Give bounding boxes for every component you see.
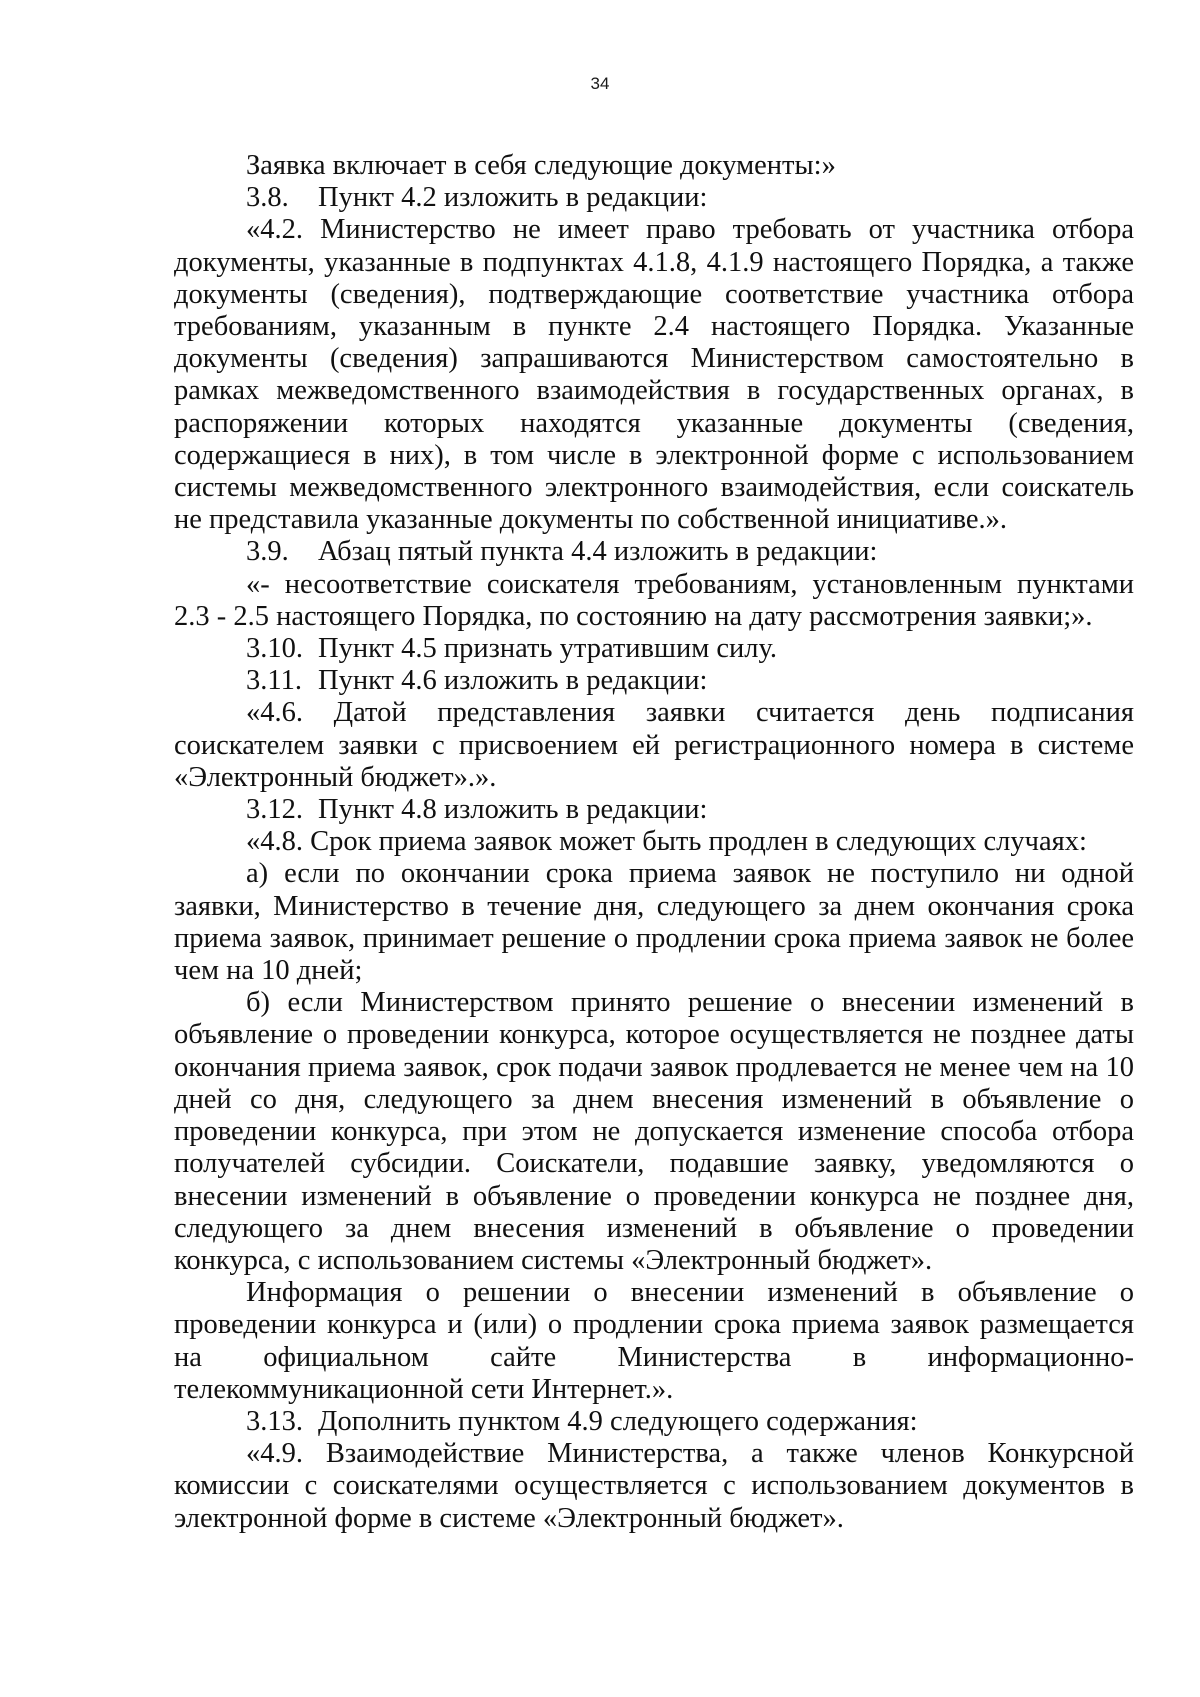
item-text: Пункт 4.8 изложить в редакции: xyxy=(318,794,708,826)
paragraph-3-11 xyxy=(174,665,1134,697)
item-number: 3.11. xyxy=(246,665,302,697)
paragraph-3-13 xyxy=(174,1406,1134,1438)
paragraph: «4.6. Датой представления заявки считается день подписания соискателем заявки с присвоением ей регистрационного номера в системе «Электронный бюджет».». xyxy=(174,697,1134,793)
paragraph: «- несоответствие соискателя требованиям, установленным пунктами 2.3 - 2.5 настоящего Порядка, по состоянию на дату рассмотрения заявки;». xyxy=(174,568,1134,632)
paragraph: «4.8. Срок приема заявок может быть продлен в следующих случаях: xyxy=(246,826,1087,858)
paragraph-3-10 xyxy=(174,633,1134,665)
paragraph-3-12 xyxy=(174,794,1134,826)
document-body xyxy=(174,150,1134,1535)
paragraph-3-8 xyxy=(174,182,1134,214)
item-text: Дополнить пунктом 4.9 следующего содержания: xyxy=(318,1405,918,1437)
page-number: 34 xyxy=(590,74,610,93)
item-number: 3.12. xyxy=(246,794,303,826)
item-number: 3.10. xyxy=(246,633,303,665)
item-number: 3.9. xyxy=(246,536,289,568)
paragraph-3-9 xyxy=(174,536,1134,568)
item-text: Пункт 4.5 признать утратившим силу. xyxy=(318,633,778,665)
item-number: 3.8. xyxy=(246,182,289,214)
paragraph: Заявка включает в себя следующие документы:» xyxy=(246,150,836,181)
paragraph: б) если Министерством принято решение о внесении изменений в объявление о проведении конкурса, которое осуществляется не позднее даты окончания приема заявок, срок подачи заявок продлевается не менее чем на 10 дней со дня, следующего за днем внесения изменений в объявление о проведении конкурса, при этом не допускается изменение способа отбора получателей субсидии. Соискатели, подавшие заявку, уведомляются о внесении изменений в объявление о проведении конкурса не позднее дня, следующего за днем внесения изменений в объявление о проведении конкурса, с использованием системы «Электронный бюджет». xyxy=(174,987,1134,1276)
item-number: 3.13. xyxy=(246,1405,303,1437)
item-text: Пункт 4.6 изложить в редакции: xyxy=(318,665,708,697)
item-text: Абзац пятый пункта 4.4 изложить в редакции: xyxy=(318,536,878,568)
paragraph: а) если по окончании срока приема заявок не поступило ни одной заявки, Министерство в течение дня, следующего за днем окончания срока приема заявок, принимает решение о продлении срока приема заявок не более чем на 10 дней; xyxy=(174,858,1134,987)
paragraph: «4.9. Взаимодействие Министерства, а также членов Конкурсной комиссии с соискателями осуществляется с использованием документов в электронной форме в системе «Электронный бюджет». xyxy=(174,1438,1134,1534)
paragraph: «4.2. Министерство не имеет право требовать от участника отбора документы, указанные в подпунктах 4.1.8, 4.1.9 настоящего Порядка, а также документы (сведения), подтверждающие соответствие участника отбора требованиям, указанным в пункте 2.4 настоящего Порядка. Указанные документы (сведения) запрашиваются Министерством самостоятельно в рамках межведомственного взаимодействия в государственных органах, в распоряжении которых находятся указанные документы (сведения, содержащиеся в них), в том числе в электронной форме с использованием системы межведомственного электронного взаимодействия, если соискатель не представила указанные документы по собственной инициативе.». xyxy=(174,214,1134,536)
paragraph: Информация о решении о внесении изменений в объявление о проведении конкурса и (или) о продлении срока приема заявок размещается на официальном сайте Министерства в информационно-телекоммуникационной сети Интернет.». xyxy=(174,1277,1134,1405)
item-text: Пункт 4.2 изложить в редакции: xyxy=(318,182,708,214)
